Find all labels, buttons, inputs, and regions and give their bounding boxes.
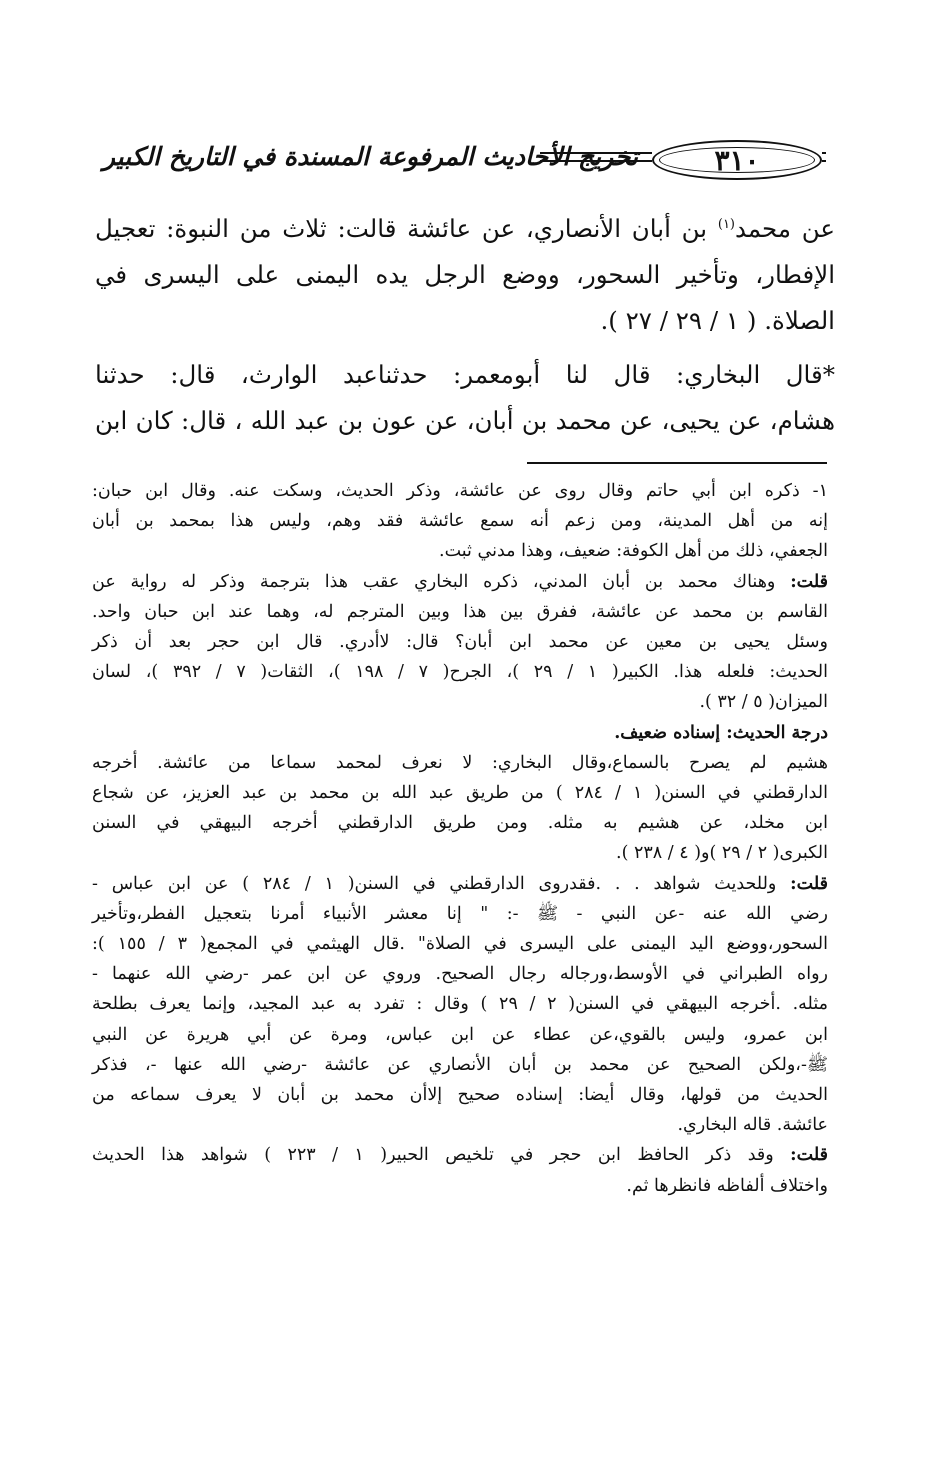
text-span: وقد ذكر الحافظ ابن حجر في تلخيص الحبير( ١ / ٢٢٣ ) شواهد هذا الحديث xyxy=(92,1145,774,1166)
page-number-oval xyxy=(652,140,822,180)
text-line: ابن عمرو، وليس بالقوي،عن عطاء عن ابن عباس، ومرة عن أبي هريرة عن النبي xyxy=(92,1024,828,1045)
text-line: الدارقطني في السنن( ١ / ٢٨٤ ) من طريق عبد الله بن محمد بن عبد العزيز، عن شجاع xyxy=(92,783,828,804)
text-line: الصلاة. ( ١ / ٢٩ / ٢٧ ). xyxy=(600,306,835,335)
text-line: رضي الله عنه -عن النبي - ﷺ -: " إنا معشر الأنبياء أمرنا بتعجيل الفطر،وتأخير xyxy=(92,903,828,924)
text-line: هشام، عن يحيى، عن محمد بن أبان، عن عون بن عبد الله ، قال: كان ابن xyxy=(95,406,835,435)
text-line: ابن مخلد، عن هشيم به مثله. ومن طريق الدارقطني أخرجه البيهقي في السنن xyxy=(92,813,828,834)
text-span: بن أبان الأنصاري، عن عائشة قالت: ثلاث من النبوة: تعجيل xyxy=(95,214,708,243)
note-shawahid xyxy=(92,869,828,1141)
note-takhrij xyxy=(92,748,828,869)
text-span: وهناك محمد بن أبان المدني، ذكره البخاري عقب هذا بترجمة وذكر له رواية عن xyxy=(92,571,776,592)
text-line: الحديث: فلعله هذا. الكبير( ١ / ٢٩ )، الجرح( ٧ / ١٩٨ )، الثقات( ٧ / ٣٩٢ )، لسان xyxy=(92,662,828,683)
text-line: مثله. .أخرجه البيهقي في السنن( ٢ / ٢٩ ) وقال : تفرد به عبد المجيد، وإنما يعرف بطلحة xyxy=(92,994,828,1015)
text-line xyxy=(92,869,828,899)
text-line: عائشة. قاله البخاري. xyxy=(677,1115,828,1136)
text-line: رواه الطبراني في الأوسط،ورجاله رجال الصحيح. وروي عن ابن عمر -رضي الله عنهما - xyxy=(92,964,828,985)
text-line xyxy=(92,1140,828,1170)
text-line: إنه من أهل المدينة، ومن زعم أنه سمع عائشة فقد وهم، وليس هذا بمحمد بن أبان xyxy=(92,511,828,532)
footnote-ref: (١) xyxy=(717,216,735,232)
hadith-grade xyxy=(92,718,828,748)
text-line: ١- ذكره ابن أبي حاتم وقال روى عن عائشة، وذكر الحديث، وسكت عنه. وقال ابن حبان: xyxy=(92,481,828,501)
text-line: الحديث من قولها، وقال أيضا: إسناده صحيح إلاأن محمد بن أبان لا يعرف سماعه من xyxy=(92,1085,828,1106)
page-number: ٣١٠ xyxy=(714,143,760,177)
grade-line: درجة الحديث: إسناده ضعيف. xyxy=(614,722,828,743)
text-line: الميزان( ٥ / ٣٢ ). xyxy=(699,692,828,713)
main-text xyxy=(95,206,835,444)
text-line: القاسم بن محمد عن عائشة، ففرق بين هذا وبين المترجم له، وهما عند ابن حبان واحد. xyxy=(92,601,828,622)
text-line: هشيم لم يصرح بالسماع،وقال البخاري: لا نعرف لمحمد سماعا من عائشة. أخرجه xyxy=(92,752,828,773)
header-rule xyxy=(822,160,826,162)
text-line: السحور،ووضع اليد اليمنى على اليسرى في الصلاة" .قال الهيثمي في المجمع( ٣ / ١٥٥ ): xyxy=(92,934,828,955)
footnote-1 xyxy=(92,476,828,567)
page-header xyxy=(96,138,826,188)
text-line: الكبرى( ٢ / ٢٩ )و( ٤ / ٢٣٨ ). xyxy=(616,843,828,864)
text-line: *قال البخاري: قال لنا أبومعمر: حدثناعبد الوارث، قال: حدثنا xyxy=(95,360,835,389)
qult-label: قلت: xyxy=(790,873,828,894)
text-line: واختلاف ألفاظه فانظرها ثم. xyxy=(626,1175,828,1196)
text-line: الجعفي، ذلك من أهل الكوفة: ضعيف، وهذا مدني ثبت. xyxy=(439,541,828,562)
text-line: الإفطار، وتأخير السحور، ووضع الرجل يده اليمنى على اليسرى في xyxy=(95,260,835,289)
text-span: عن محمد xyxy=(735,214,835,243)
qult-label: قلت: xyxy=(790,1145,828,1166)
text-line: وسئل يحيى بن معين عن محمد ابن أبان؟ قال: لاأدري. قال ابن حجر بعد أن ذكر xyxy=(92,632,828,653)
text-line xyxy=(95,206,835,252)
footnotes xyxy=(92,476,828,1201)
text-line xyxy=(92,567,828,597)
text-line: ﷺ-،ولكن الصحيح عن محمد بن أبان الأنصاري عن عائشة -رضي الله عنها -، فذكر xyxy=(92,1054,828,1075)
text-span: وللحديث شواهد . . .فقدروى الدارقطني في السنن( ١ / ٢٨٤ ) عن ابن عباس - xyxy=(92,873,777,894)
qult-label: قلت: xyxy=(790,571,828,592)
paragraph xyxy=(95,352,835,444)
note-ibn-hajar xyxy=(92,1140,828,1200)
footnote-divider xyxy=(527,462,827,464)
paragraph xyxy=(95,206,835,344)
running-title: تخريج الأحاديث المرفوعة المسندة في التاريخ الكبير xyxy=(102,142,638,171)
header-rule xyxy=(822,152,826,154)
note-comment xyxy=(92,567,828,718)
